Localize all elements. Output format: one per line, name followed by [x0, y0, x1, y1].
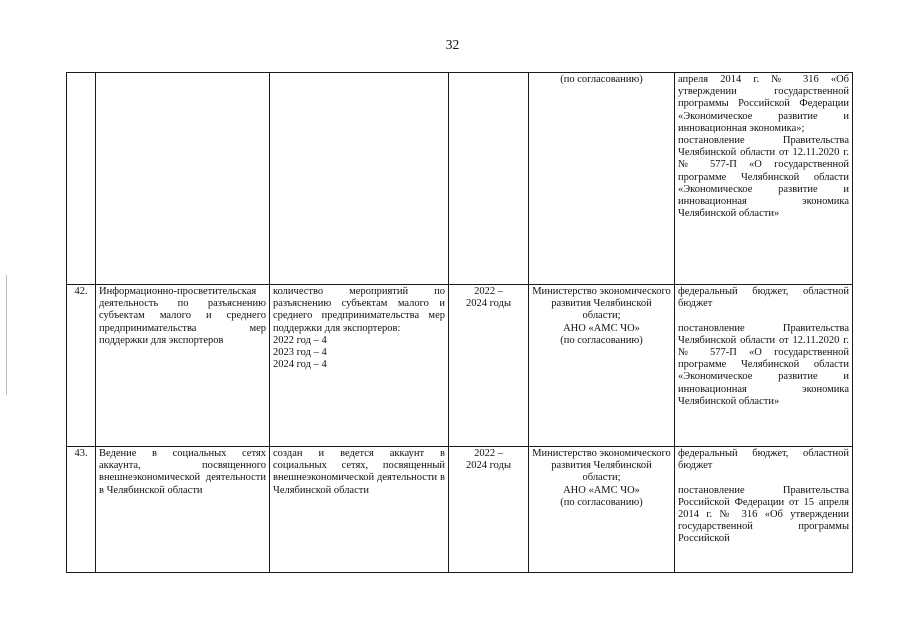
cell-text: апреля 2014 г. № 316 «Об утверждении государственной программы Российской Федерации «Экономическое развитие и инновационная экономика»; [678, 74, 849, 134]
cell-text: (по согласованию) [560, 496, 643, 508]
funding-basis-cell [675, 285, 853, 447]
measure-name-cell [96, 447, 270, 573]
cell-text: Министерство экономического развития Челябинской области; [532, 448, 671, 484]
indicator-cell [270, 285, 449, 447]
cell-text: постановление Правительства Челябинской области от 12.11.2020 г. № 577-П «О государственной программе Челябинской области «Экономическое развитие и инновационная экономика Челябинской области» [678, 322, 849, 407]
term-cell [449, 73, 529, 285]
cell-text: 2024 годы [465, 460, 511, 472]
table-row [67, 447, 853, 573]
indicator-cell [270, 447, 449, 573]
measures-table [66, 72, 853, 573]
funding-basis-cell [675, 447, 853, 573]
measure-name-cell [96, 73, 270, 285]
cell-text: 2022 год – 4 [273, 334, 327, 346]
cell-text: 2022 – [474, 448, 503, 459]
term-cell [449, 285, 529, 447]
cell-text: количество мероприятий по разъяснению субъектам малого и среднего предпринимательства мер поддержки для экспортеров: [273, 286, 445, 334]
funding-basis-cell [675, 73, 853, 285]
cell-text: 2024 годы [465, 298, 511, 310]
cell-text: (по согласованию) [560, 74, 643, 85]
row-number-cell [67, 73, 96, 285]
cell-text: 2022 – [474, 286, 503, 297]
cell-text: 2023 год – 4 [273, 347, 327, 359]
page-number: 32 [445, 37, 460, 52]
row-number-cell: 42. [67, 285, 96, 447]
term-cell [449, 447, 529, 573]
cell-text: (по согласованию) [560, 334, 643, 346]
cell-text: Министерство экономического развития Челябинской области; [532, 286, 671, 322]
indicator-cell [270, 73, 449, 285]
cell-text: Ведение в социальных сетях аккаунта, посвященного внешнеэкономической деятельности в Челябинской области [99, 448, 266, 496]
cell-text: Информационно-просветительская деятельность по разъяснению субъектам малого и среднего предпринимательства мер поддержки для экспортеров [99, 286, 266, 346]
cell-text: постановление Правительства Челябинской области от 12.11.2020 г. № 577-П «О государственной программе Челябинской области «Экономическое развитие и инновационная экономика Челябинской области» [678, 135, 849, 220]
table-row [67, 285, 853, 447]
cell-text: федеральный бюджет, областной бюджет [678, 286, 849, 310]
scan-margin-line [6, 275, 7, 395]
executor-cell [529, 285, 675, 447]
cell-text: федеральный бюджет, областной бюджет [678, 448, 849, 472]
cell-text: АНО «АМС ЧО» [563, 322, 640, 334]
executor-cell [529, 447, 675, 573]
cell-text: создан и ведется аккаунт в социальных сетях, посвященный внешнеэкономической деятельности в Челябинской области [273, 448, 445, 496]
cell-text: постановление Правительства Российской Федерации от 15 апреля 2014 г. № 316 «Об утверждении государственной программы Российской [678, 484, 849, 545]
row-number-cell: 43. [67, 447, 96, 573]
cell-text: 2024 год – 4 [273, 359, 327, 371]
measure-name-cell [96, 285, 270, 447]
cell-text: АНО «АМС ЧО» [563, 484, 640, 496]
table-row [67, 73, 853, 285]
executor-cell [529, 73, 675, 285]
